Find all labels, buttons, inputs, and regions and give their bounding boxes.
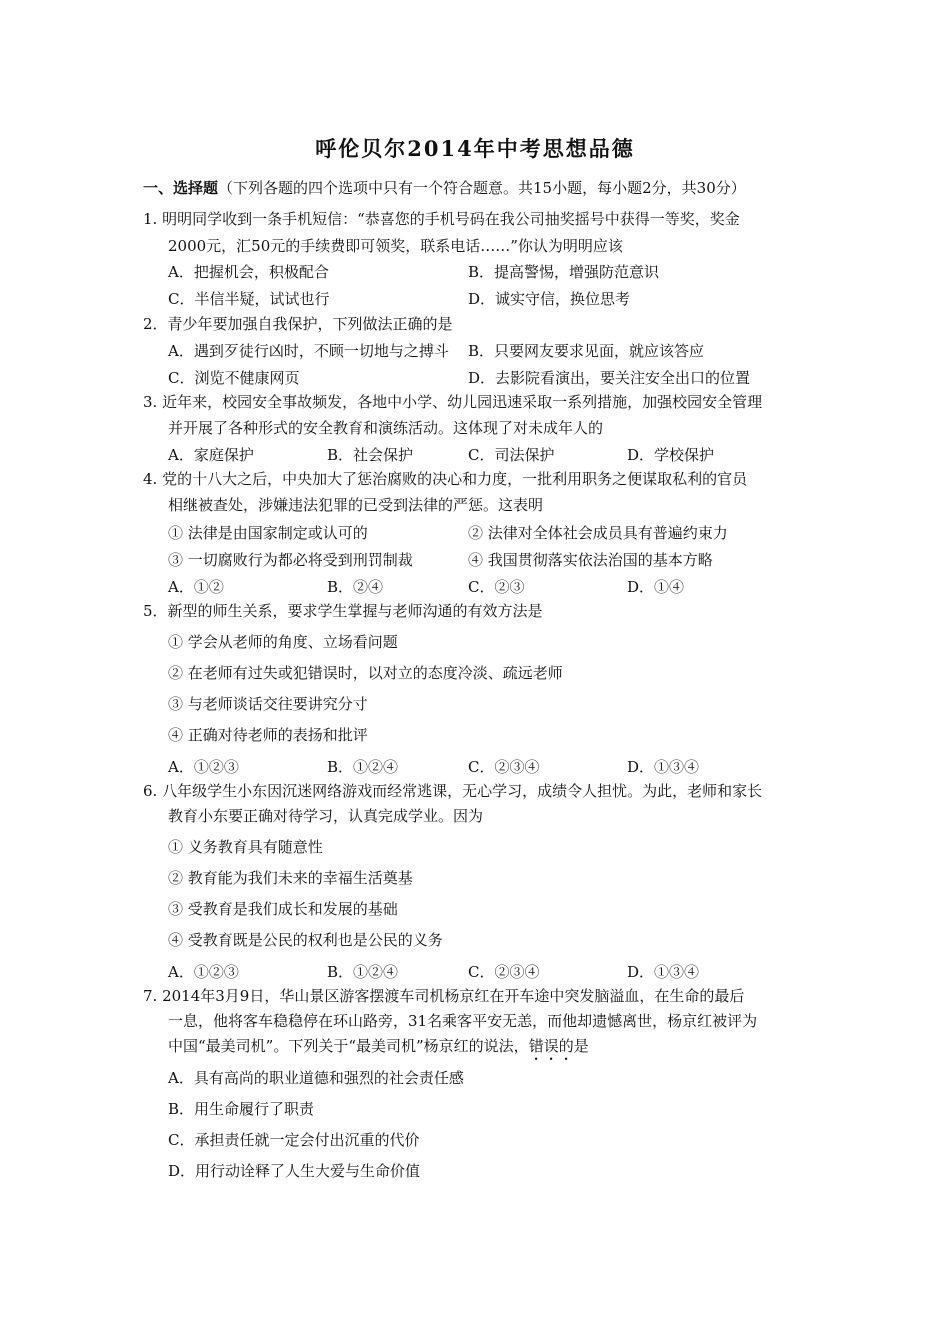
q5-option-d: D．①③④	[627, 758, 700, 776]
q6-option-c: C．②③④	[468, 963, 540, 981]
q3-option-c: C．司法保护	[468, 446, 555, 464]
q7-option-d: D．用行动诠释了人生大爱与生命价值	[168, 1162, 421, 1180]
q4-item-2: ② 法律对全体社会成员具有普遍约束力	[468, 524, 728, 542]
section-header	[143, 178, 746, 198]
q7-option-b: B．用生命履行了职责	[168, 1100, 315, 1118]
q6-stem-line2: 教育小东要正确对待学习，认真完成学业。因为	[168, 807, 484, 825]
q5-item-1: ① 学会从老师的角度、立场看问题	[168, 633, 398, 651]
q1-option-c: C．半信半疑，试试也行	[168, 290, 330, 308]
q7-option-c: C．承担责任就一定会付出沉重的代价	[168, 1131, 420, 1149]
q3-stem-line1: 3. 近年来，校园安全事故频发，各地中小学、幼儿园迅速采取一系列措施，加强校园安全管理	[143, 393, 763, 411]
q1-stem-line2: 2000元，汇50元的手续费即可领奖，联系电话……”你认为明明应该	[168, 237, 623, 255]
q5-option-b: B．①②④	[327, 758, 399, 776]
q3-option-a: A．家庭保护	[168, 446, 254, 464]
q2-stem: 2．青少年要加强自我保护，下列做法正确的是	[143, 315, 453, 333]
q3-option-b: B．社会保护	[327, 446, 414, 464]
q7-stem-line3-text: 中国“最美司机”。下列关于“最美司机”杨京红的说法，	[168, 1037, 529, 1055]
q6-option-a: A．①②③	[168, 963, 239, 981]
q6-stem-line1: 6. 八年级学生小东因沉迷网络游戏而经常逃课，无心学习，成绩令人担忧。为此，老师和家长	[143, 782, 763, 800]
q1-option-d: D．诚实守信，换位思考	[468, 290, 631, 308]
q6-option-d: D．①③④	[627, 963, 700, 981]
q2-option-c: C．浏览不健康网页	[168, 369, 300, 387]
q4-item-1: ① 法律是由国家制定或认可的	[168, 524, 368, 542]
q4-item-3: ③ 一切腐败行为都必将受到刑罚制裁	[168, 551, 413, 569]
q6-item-3: ③ 受教育是我们成长和发展的基础	[168, 900, 398, 918]
q7-stem-line3	[168, 1036, 589, 1064]
q5-item-4: ④ 正确对待老师的表扬和批评	[168, 726, 368, 744]
q4-stem-line2: 相继被查处，涉嫌违法犯罪的已受到法律的严惩。这表明	[168, 496, 544, 514]
q7-stem-line2: 一息，他将客车稳稳停在环山路旁，31名乘客平安无恙，而他却遗憾离世，杨京红被评为	[168, 1012, 758, 1030]
q5-option-c: C．②③④	[468, 758, 540, 776]
q6-item-1: ① 义务教育具有随意性	[168, 838, 323, 856]
q2-option-a: A．遇到歹徒行凶时，不顾一切地与之搏斗	[168, 342, 449, 360]
q1-option-b: B．提高警惕，增强防范意识	[468, 263, 660, 281]
page-title: 呼伦贝尔2014年中考思想品德	[315, 136, 635, 161]
q3-option-d: D．学校保护	[627, 446, 715, 464]
q4-item-4: ④ 我国贯彻落实依法治国的基本方略	[468, 551, 713, 569]
q2-option-d: D．去影院看演出，要关注安全出口的位置	[468, 369, 751, 387]
q7-stem-tail: 是	[573, 1037, 589, 1055]
section-instruction: （下列各题的四个选项中只有一个符合题意。共15小题，每小题2分，共30分）	[218, 179, 746, 197]
q6-item-2: ② 教育能为我们未来的幸福生活奠基	[168, 869, 413, 887]
q7-option-a: A．具有高尚的职业道德和强烈的社会责任感	[168, 1069, 464, 1087]
q5-item-3: ③ 与老师谈话交往要讲究分寸	[168, 695, 368, 713]
q4-stem-line1: 4. 党的十八大之后，中央加大了惩治腐败的决心和力度，一批利用职务之便谋取私利的官员	[143, 470, 748, 488]
q4-option-b: B．②④	[327, 578, 384, 596]
q4-option-c: C．②③	[468, 578, 525, 596]
q3-stem-line2: 并开展了各种形式的安全教育和演练活动。这体现了对未成年人的	[168, 419, 604, 437]
q1-stem-line1: 1. 明明同学收到一条手机短信：“恭喜您的手机号码在我公司抽奖摇号中获得一等奖，奖金	[143, 210, 740, 228]
q6-option-b: B．①②④	[327, 963, 399, 981]
q1-option-a: A．把握机会，积极配合	[168, 263, 329, 281]
q5-option-a: A．①②③	[168, 758, 239, 776]
q4-option-d: D．①④	[627, 578, 685, 596]
q4-option-a: A．①②	[168, 578, 224, 596]
q5-item-2: ② 在老师有过失或犯错误时，以对立的态度冷淡、疏远老师	[168, 664, 563, 682]
q6-item-4: ④ 受教育既是公民的权利也是公民的义务	[168, 931, 443, 949]
section-label: 一、选择题	[143, 179, 219, 197]
q5-stem: 5．新型的师生关系，要求学生掌握与老师沟通的有效方法是	[143, 602, 543, 620]
q7-stem-line1: 7. 2014年3月9日，华山景区游客摆渡车司机杨京红在开车途中突发脑溢血，在生命的最后	[143, 987, 745, 1005]
q2-option-b: B．只要网友要求见面，就应该答应	[468, 342, 705, 360]
q7-emphasis-text: 错误的	[528, 1037, 574, 1055]
